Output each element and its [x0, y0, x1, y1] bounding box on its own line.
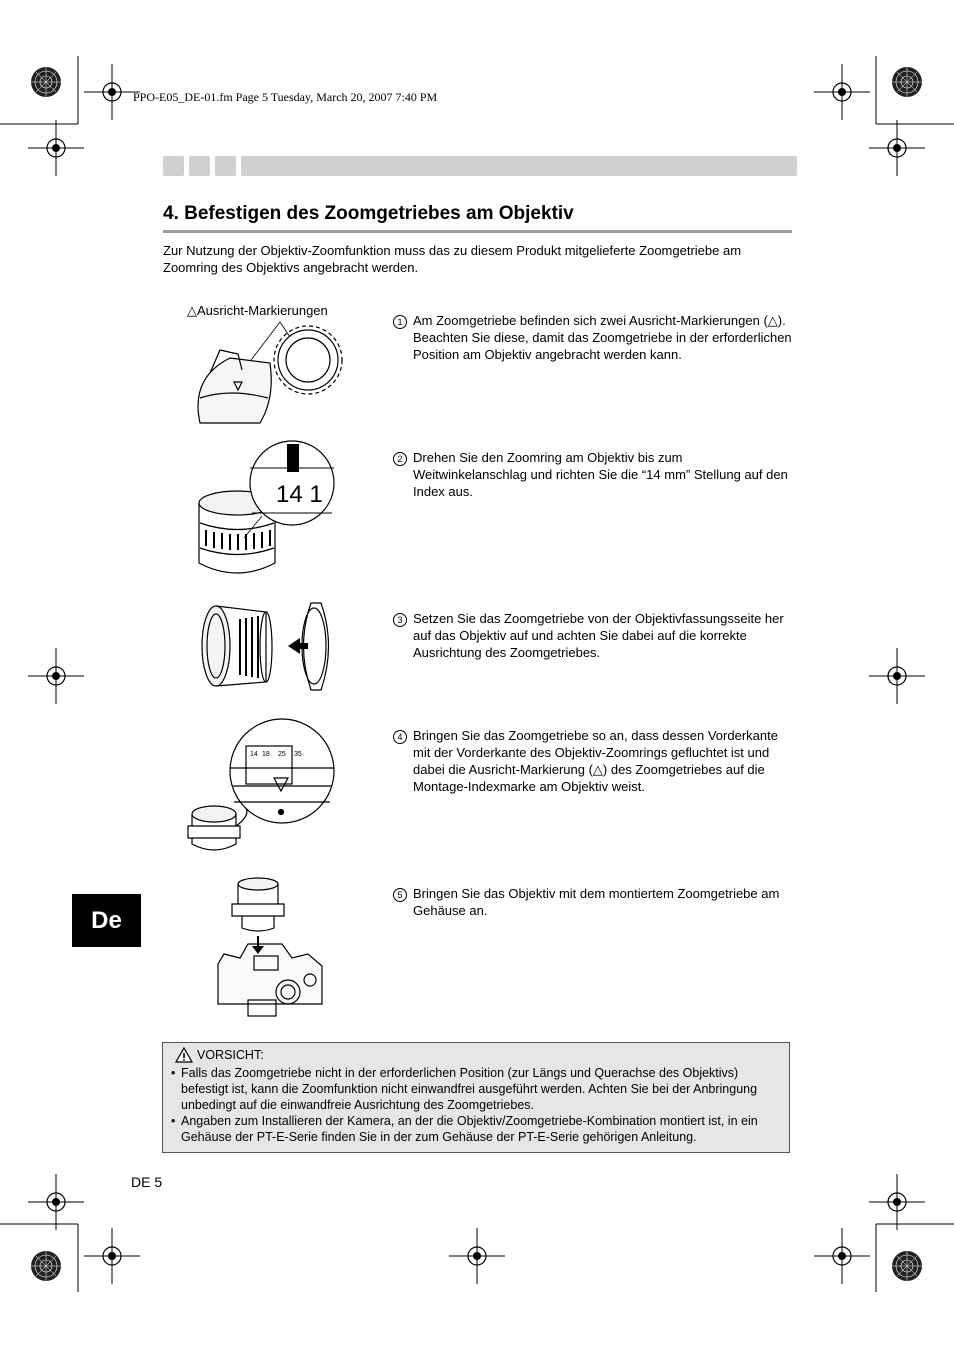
step-2 [393, 449, 793, 500]
step-1 [393, 312, 793, 363]
step-number-5: 5 [393, 888, 407, 902]
figure-zoom-ring-14mm [192, 438, 342, 583]
step-3 [393, 610, 793, 661]
step-5 [393, 885, 793, 919]
step-text-3: Setzen Sie das Zoomgetriebe von der Objektivfassungsseite her auf das Objektiv auf und achten Sie dabei auf die korrekte Ausrichtung des Zoomgetriebes. [413, 611, 784, 660]
step-text-2: Drehen Sie den Zoomring am Objektiv bis zum Weitwinkelanschlag und richten Sie die “14 mm” Stellung auf den Index aus. [413, 450, 788, 499]
header-bar-square-3 [215, 156, 236, 176]
zoom-scale-25: 25 [278, 751, 286, 758]
step-number-1: 1 [393, 315, 407, 329]
figure-align-zoom-gear [184, 716, 339, 858]
step-4 [393, 727, 793, 795]
step-text-1: Am Zoomgetriebe befinden sich zwei Ausricht-Markierungen (△). Beachten Sie diese, damit das Zoomgetriebe in der erforderlichen Position am Objektiv angebracht werden kann. [413, 313, 792, 362]
step-text-4: Bringen Sie das Zoomgetriebe so an, dass dessen Vorderkante mit der Vorderkante des Objektiv-Zoomrings gefluchtet ist und dabei die Ausricht-Markierung (△) des Zoomgetriebes auf die Montage-Indexmarke am Objektiv weist. [413, 728, 778, 794]
header-bar-square-2 [189, 156, 210, 176]
warning-triangle-icon [175, 1047, 193, 1063]
page-number: DE 5 [131, 1174, 163, 1190]
header-bar [241, 156, 797, 176]
figure-mount-on-camera [212, 874, 332, 1022]
step-number-4: 4 [393, 730, 407, 744]
caution-label: VORSICHT: [197, 1048, 264, 1062]
caution-box [162, 1042, 790, 1153]
figure-zoom-gear-marks [190, 318, 350, 428]
zoom-scale-18: 18 [262, 751, 270, 758]
section-title: 4. Befestigen des Zoomgetriebes am Objektiv [163, 203, 574, 224]
caution-item-2: • Angaben zum Installieren der Kamera, an der die Objektiv/Zoomgetriebe-Kombination montiert ist, in ein Gehäuse der PT-E-Serie finden Sie in der zum Gehäuse der PT-E-Serie gehörigen Anleitung. [171, 1113, 781, 1145]
step-number-2: 2 [393, 452, 407, 466]
header-bar-square-1 [163, 156, 184, 176]
section-intro: Zur Nutzung der Objektiv-Zoomfunktion muss das zu diesem Produkt mitgelieferte Zoomgetriebe am Zoomring des Objektivs angebracht werden. [163, 243, 742, 275]
title-rule [163, 230, 792, 233]
zoom-scale-35: 35 [294, 751, 302, 758]
file-info-header: PPO-E05_DE-01.fm Page 5 Tuesday, March 20, 2007 7:40 PM [133, 90, 438, 104]
zoom-scale-label: 14 1 [276, 481, 323, 508]
alignment-marks-caption: △Ausricht-Markierungen [187, 303, 328, 318]
caution-list [171, 1065, 781, 1145]
zoom-scale-14: 14 [250, 751, 258, 758]
step-number-3: 3 [393, 613, 407, 627]
figure-insert-zoom-gear [196, 598, 341, 696]
language-tab: De [72, 894, 141, 947]
caution-item-1: • Falls das Zoomgetriebe nicht in der erforderlichen Position (zur Längs und Querachse des Objektivs) befestigt ist, kann die Zoomfunktion nicht einwandfrei ausgeführt werden. Achten Sie bei der Anbringung unbedingt auf die einwandfreie Ausrichtung des Zoomgetriebes. [171, 1065, 781, 1113]
step-text-5: Bringen Sie das Objektiv mit dem montiertem Zoomgetriebe am Gehäuse an. [413, 886, 780, 918]
